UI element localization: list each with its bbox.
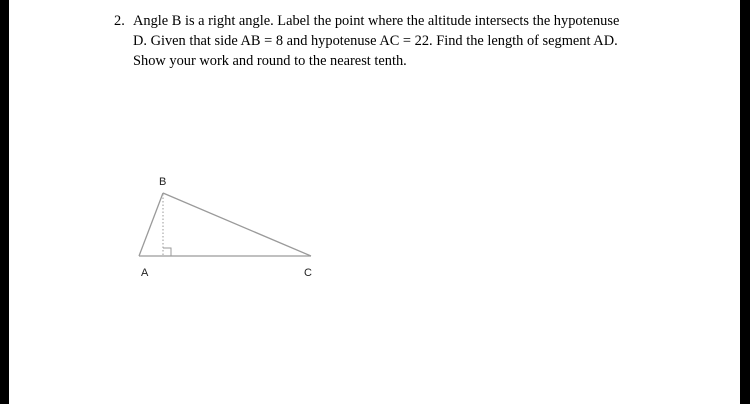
side-bc [163,193,311,256]
vertex-label-c: C [304,267,312,279]
document-page [9,0,740,404]
right-angle-marker [163,248,171,256]
triangle-diagram [9,0,740,404]
problem-line-3: Show your work and round to the nearest tenth. [133,53,407,69]
vertex-label-b: B [159,176,167,188]
problem-number: 2. [114,13,125,29]
problem-line-2: D. Given that side AB = 8 and hypotenuse AC = 22. Find the length of segment AD. [133,33,618,49]
side-ab [139,193,163,256]
vertex-label-a: A [141,267,149,279]
problem-line-1: Angle B is a right angle. Label the point where the altitude intersects the hypotenuse [133,13,620,29]
